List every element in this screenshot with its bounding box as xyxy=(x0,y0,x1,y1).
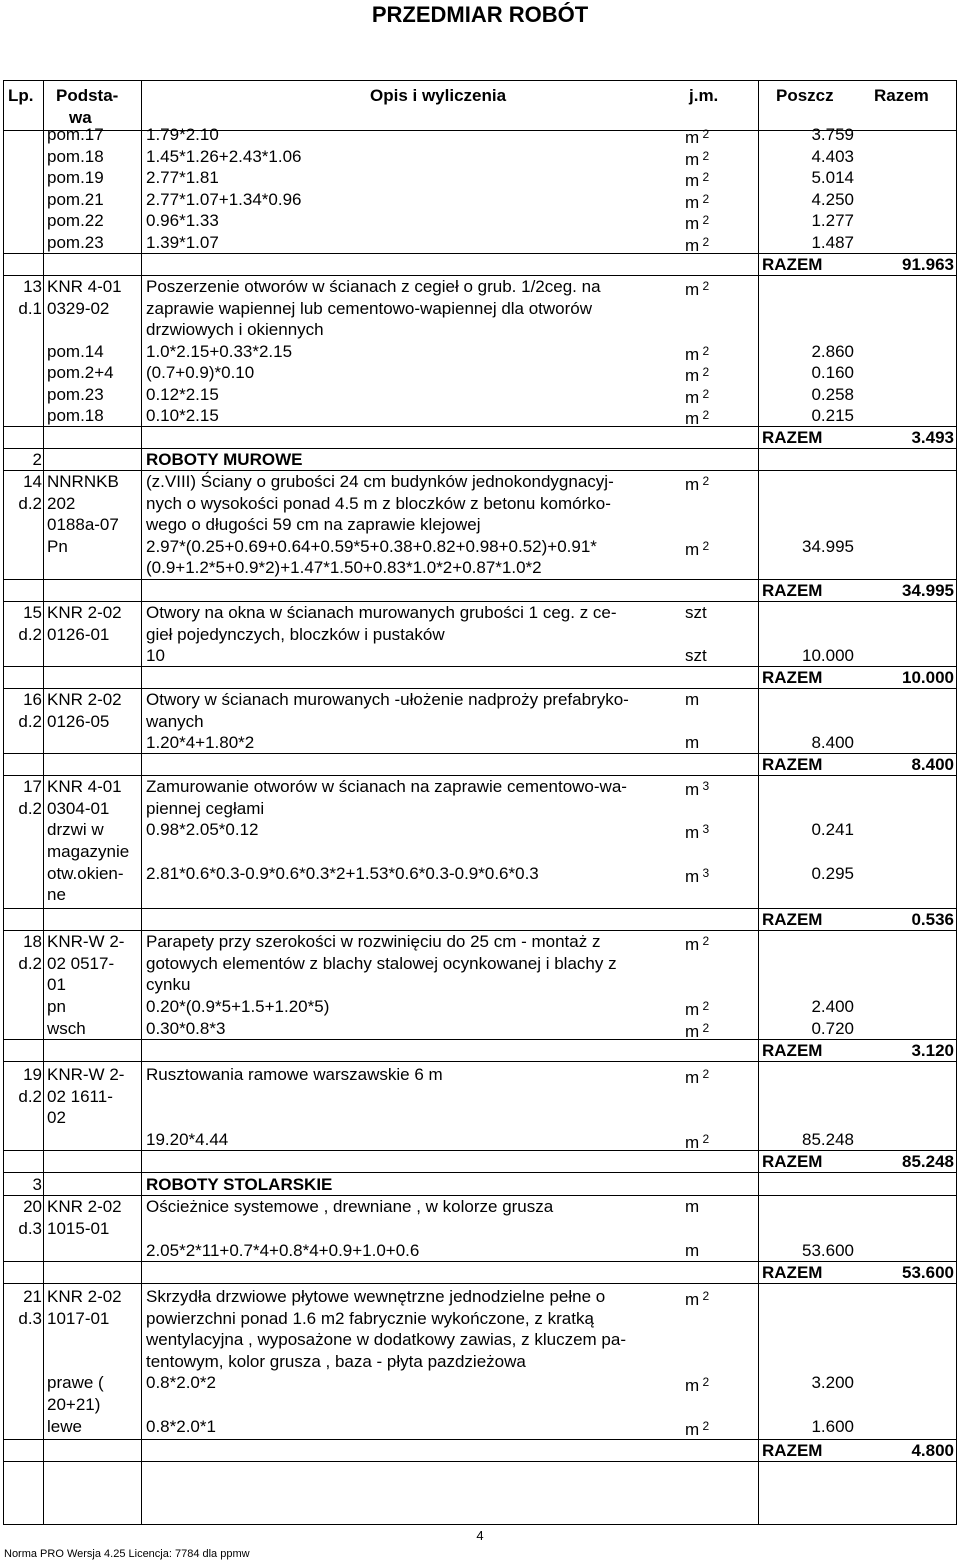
item-description: (z.VIII) Ściany o grubości 24 cm budynków jednokondygnacyj- xyxy=(146,472,614,491)
item-description: 0.8*2.0*2 xyxy=(146,1373,216,1392)
item-unit: m $^2$ xyxy=(685,1132,710,1152)
total-value: 34.995 xyxy=(902,581,954,600)
item-basis: pom.23 xyxy=(47,385,104,404)
column-rule xyxy=(141,81,142,1524)
item-basis: prawe ( xyxy=(47,1373,104,1392)
item-description: Skrzydła drzwiowe płytowe wewnętrzne jednodzielne pełne o xyxy=(146,1287,606,1306)
total-label: RAZEM xyxy=(762,1041,823,1060)
item-basis: KNR 4-01 xyxy=(47,277,122,296)
total-label: RAZEM xyxy=(762,255,823,274)
item-unit: m $^2$ xyxy=(685,365,710,385)
item-quantity: 10.000 xyxy=(802,646,854,665)
estimate-table xyxy=(3,80,957,1525)
item-unit: m $^3$ xyxy=(685,866,710,886)
item-description: (0.7+0.9)*0.10 xyxy=(146,363,255,382)
item-basis: 0188a-07 xyxy=(47,515,119,534)
item-unit: m $^2$ xyxy=(685,344,710,364)
item-unit: m $^2$ xyxy=(685,170,710,190)
item-unit: m $^2$ xyxy=(685,1021,710,1041)
item-basis: 01 xyxy=(47,975,66,994)
item-quantity: 0.720 xyxy=(811,1019,854,1038)
item-lp: 15 xyxy=(23,603,42,622)
footer-license: Norma PRO Wersja 4.25 Licencja: 7784 dla ppmw xyxy=(4,1548,250,1560)
item-description: 1.45*1.26+2.43*1.06 xyxy=(146,147,302,166)
item-basis: lewe xyxy=(47,1417,82,1436)
item-description: tentowym, kolor grusza , baza - płyta pazdzieżowa xyxy=(146,1352,526,1371)
item-lp: d.2 xyxy=(18,799,42,818)
item-description: 2.77*1.81 xyxy=(146,168,219,187)
total-label: RAZEM xyxy=(762,755,823,774)
total-value: 3.120 xyxy=(911,1041,954,1060)
item-lp: d.2 xyxy=(18,494,42,513)
item-basis: pom.18 xyxy=(47,406,104,425)
item-description: 1.79*2.10 xyxy=(146,125,219,144)
item-quantity: 3.759 xyxy=(811,125,854,144)
total-label: RAZEM xyxy=(762,581,823,600)
item-basis: otw.okien- xyxy=(47,864,124,883)
header-podstawa-2: wa xyxy=(69,108,92,127)
item-lp: 2 xyxy=(32,450,42,469)
item-unit: m $^3$ xyxy=(685,822,710,842)
column-rule xyxy=(758,81,759,1524)
item-basis: 0329-02 xyxy=(47,299,110,318)
item-description: wanych xyxy=(146,712,204,731)
header-opis: Opis i wyliczenia xyxy=(370,86,507,105)
item-basis: pom.2+4 xyxy=(47,363,114,382)
item-quantity: 34.995 xyxy=(802,537,854,556)
item-quantity: 4.250 xyxy=(811,190,854,209)
item-description: 0.20*(0.9*5+1.5+1.20*5) xyxy=(146,997,330,1016)
item-lp: 14 xyxy=(23,472,42,491)
item-description: 2.81*0.6*0.3-0.9*0.6*0.3*2+1.53*0.6*0.3-0.9*0.6*0.3 xyxy=(146,864,539,883)
item-quantity: 53.600 xyxy=(802,1241,854,1260)
item-unit: m xyxy=(685,733,700,752)
item-quantity: 0.160 xyxy=(811,363,854,382)
item-basis: 02 xyxy=(47,1108,66,1127)
total-label: RAZEM xyxy=(762,668,823,687)
item-description: nych o wysokości ponad 4.5 m z bloczków z betonu komórko- xyxy=(146,494,611,513)
item-unit: m $^2$ xyxy=(685,213,710,233)
item-quantity: 1.277 xyxy=(811,211,854,230)
item-quantity: 1.487 xyxy=(811,233,854,252)
item-basis: 02 1611- xyxy=(47,1087,113,1106)
item-description: 0.8*2.0*1 xyxy=(146,1417,216,1436)
item-basis: 02 0517- xyxy=(47,954,115,973)
item-unit: m $^2$ xyxy=(685,1375,710,1395)
item-unit: szt xyxy=(685,603,707,622)
item-unit: m $^2$ xyxy=(685,408,710,428)
total-label: RAZEM xyxy=(762,910,823,929)
item-quantity: 2.400 xyxy=(811,997,854,1016)
item-description: 0.12*2.15 xyxy=(146,385,219,404)
item-unit: m $^2$ xyxy=(685,1067,710,1087)
item-description: 2.05*2*11+0.7*4+0.8*4+0.9+1.0+0.6 xyxy=(146,1241,420,1260)
item-unit: m $^2$ xyxy=(685,279,710,299)
item-description: (0.9+1.2*5+0.9*2)+1.47*1.50+0.83*1.0*2+0.87*1.0*2 xyxy=(146,558,542,577)
item-lp: 3 xyxy=(32,1175,42,1194)
item-basis: 1015-01 xyxy=(47,1219,110,1238)
item-basis: ne xyxy=(47,885,66,904)
item-unit: m xyxy=(685,1197,700,1216)
item-quantity: 4.403 xyxy=(811,147,854,166)
total-value: 8.400 xyxy=(911,755,954,774)
item-unit: m $^2$ xyxy=(685,127,710,147)
item-lp: d.3 xyxy=(18,1219,42,1238)
item-lp: d.2 xyxy=(18,625,42,644)
item-lp: d.3 xyxy=(18,1309,42,1328)
header-lp: Lp. xyxy=(8,86,34,105)
item-quantity: 0.215 xyxy=(811,406,854,425)
header-podstawa-1: Podsta- xyxy=(56,86,119,105)
total-value: 10.000 xyxy=(902,668,954,687)
item-quantity: 0.241 xyxy=(811,820,854,839)
item-lp: 20 xyxy=(23,1197,42,1216)
item-quantity: 0.295 xyxy=(811,864,854,883)
item-description: zaprawie wapiennej lub cementowo-wapiennej dla otworów xyxy=(146,299,593,318)
section-title: ROBOTY STOLARSKIE xyxy=(146,1175,333,1194)
item-description: 2.97*(0.25+0.69+0.64+0.59*5+0.38+0.82+0.98+0.52)+0.91* xyxy=(146,537,597,556)
item-description: Otwory na okna w ścianach murowanych grubości 1 ceg. z ce- xyxy=(146,603,617,622)
item-unit: m $^2$ xyxy=(685,192,710,212)
item-basis: wsch xyxy=(47,1019,86,1038)
item-description: cynku xyxy=(146,975,191,994)
item-basis: pom.17 xyxy=(47,125,104,144)
item-lp: 13 xyxy=(23,277,42,296)
item-description: 1.0*2.15+0.33*2.15 xyxy=(146,342,293,361)
total-label: RAZEM xyxy=(762,428,823,447)
item-unit: m $^3$ xyxy=(685,779,710,799)
item-basis: Pn xyxy=(47,537,68,556)
item-description: 1.20*4+1.80*2 xyxy=(146,733,255,752)
item-unit: szt xyxy=(685,646,707,665)
item-basis: pom.14 xyxy=(47,342,104,361)
item-lp: d.2 xyxy=(18,1087,42,1106)
item-lp: 16 xyxy=(23,690,42,709)
item-unit: m $^2$ xyxy=(685,1419,710,1439)
item-quantity: 1.600 xyxy=(811,1417,854,1436)
item-unit: m $^2$ xyxy=(685,387,710,407)
total-value: 0.536 xyxy=(911,910,954,929)
item-description: 0.30*0.8*3 xyxy=(146,1019,226,1038)
item-unit: m $^2$ xyxy=(685,999,710,1019)
page-number: 4 xyxy=(476,1528,484,1543)
item-lp: d.2 xyxy=(18,954,42,973)
total-label: RAZEM xyxy=(762,1441,823,1460)
item-basis: 20+21) xyxy=(47,1395,101,1414)
item-unit: m $^2$ xyxy=(685,149,710,169)
item-description: 2.77*1.07+1.34*0.96 xyxy=(146,190,302,209)
item-basis: pom.21 xyxy=(47,190,104,209)
item-basis: KNR 4-01 xyxy=(47,777,122,796)
item-basis: pom.22 xyxy=(47,211,104,230)
item-description: piennej cegłami xyxy=(146,799,265,818)
item-description: gotowych elementów z blachy stalowej ocynkowanej i blachy z xyxy=(146,954,617,973)
item-description: 10 xyxy=(146,646,165,665)
item-description: Poszerzenie otworów w ścianach z cegieł o grub. 1/2ceg. na xyxy=(146,277,601,296)
column-rule xyxy=(43,81,44,1524)
item-basis: NNRNKB xyxy=(47,472,119,491)
item-basis: KNR-W 2- xyxy=(47,1065,125,1084)
item-lp: d.2 xyxy=(18,712,42,731)
item-quantity: 85.248 xyxy=(802,1130,854,1149)
item-description: 0.96*1.33 xyxy=(146,211,219,230)
item-basis: KNR 2-02 xyxy=(47,1197,122,1216)
item-description: 0.98*2.05*0.12 xyxy=(146,820,259,839)
item-unit: m $^2$ xyxy=(685,1289,710,1309)
total-value: 53.600 xyxy=(902,1263,954,1282)
item-description: drzwiowych i okiennych xyxy=(146,320,324,339)
item-basis: pom.23 xyxy=(47,233,104,252)
item-lp: d.1 xyxy=(18,299,42,318)
item-unit: m $^2$ xyxy=(685,474,710,494)
total-value: 85.248 xyxy=(902,1152,954,1171)
item-description: 0.10*2.15 xyxy=(146,406,219,425)
item-description: 1.39*1.07 xyxy=(146,233,219,252)
item-basis: KNR-W 2- xyxy=(47,932,125,951)
total-label: RAZEM xyxy=(762,1152,823,1171)
item-description: Zamurowanie otworów w ścianach na zaprawie cementowo-wa- xyxy=(146,777,627,796)
item-description: Rusztowania ramowe warszawskie 6 m xyxy=(146,1065,443,1084)
item-basis: 0126-01 xyxy=(47,625,110,644)
item-description: wentylacyjna , wyposażone w dodatkowy zawias, z kluczem pa- xyxy=(146,1330,626,1349)
item-unit: m $^2$ xyxy=(685,539,710,559)
item-basis: magazynie xyxy=(47,842,130,861)
item-basis: 0126-05 xyxy=(47,712,110,731)
item-description: powierzchni ponad 1.6 m2 fabrycznie wykończone, z kratką xyxy=(146,1309,594,1328)
item-basis: KNR 2-02 xyxy=(47,603,122,622)
item-description: wego o długości 59 cm na zaprawie klejowej xyxy=(146,515,481,534)
item-basis: KNR 2-02 xyxy=(47,690,122,709)
item-quantity: 5.014 xyxy=(811,168,854,187)
item-basis: drzwi w xyxy=(47,820,104,839)
page-title: PRZEDMIAR ROBÓT xyxy=(371,2,589,27)
header-razem: Razem xyxy=(874,86,929,105)
item-description: gieł pojedynczych, bloczków i pustaków xyxy=(146,625,445,644)
item-basis: KNR 2-02 xyxy=(47,1287,122,1306)
total-label: RAZEM xyxy=(762,1263,823,1282)
item-unit: m $^2$ xyxy=(685,934,710,954)
item-unit: m xyxy=(685,690,700,709)
item-quantity: 8.400 xyxy=(811,733,854,752)
item-basis: 0304-01 xyxy=(47,799,110,818)
header-poszcz: Poszcz xyxy=(776,86,834,105)
item-basis: pn xyxy=(47,997,66,1016)
item-basis: 1017-01 xyxy=(47,1309,110,1328)
item-description: Parapety przy szerokości w rozwinięciu do 25 cm - montaż z xyxy=(146,932,601,951)
item-lp: 18 xyxy=(23,932,42,951)
header-jm: j.m. xyxy=(689,86,719,105)
item-description: Ościeżnice systemowe , drewniane , w kolorze grusza xyxy=(146,1197,554,1216)
item-description: 19.20*4.44 xyxy=(146,1130,229,1149)
item-quantity: 2.860 xyxy=(811,342,854,361)
item-unit: m xyxy=(685,1241,700,1260)
item-basis: 202 xyxy=(47,494,76,513)
item-unit: m $^2$ xyxy=(685,235,710,255)
total-value: 91.963 xyxy=(902,255,954,274)
item-lp: 19 xyxy=(23,1065,42,1084)
item-quantity: 3.200 xyxy=(811,1373,854,1392)
item-basis: pom.18 xyxy=(47,147,104,166)
item-lp: 21 xyxy=(23,1287,42,1306)
item-lp: 17 xyxy=(23,777,42,796)
section-title: ROBOTY MUROWE xyxy=(146,450,303,469)
total-value: 4.800 xyxy=(911,1441,954,1460)
item-basis: pom.19 xyxy=(47,168,104,187)
item-description: Otwory w ścianach murowanych -ułożenie nadproży prefabryko- xyxy=(146,690,629,709)
item-quantity: 0.258 xyxy=(811,385,854,404)
total-value: 3.493 xyxy=(911,428,954,447)
